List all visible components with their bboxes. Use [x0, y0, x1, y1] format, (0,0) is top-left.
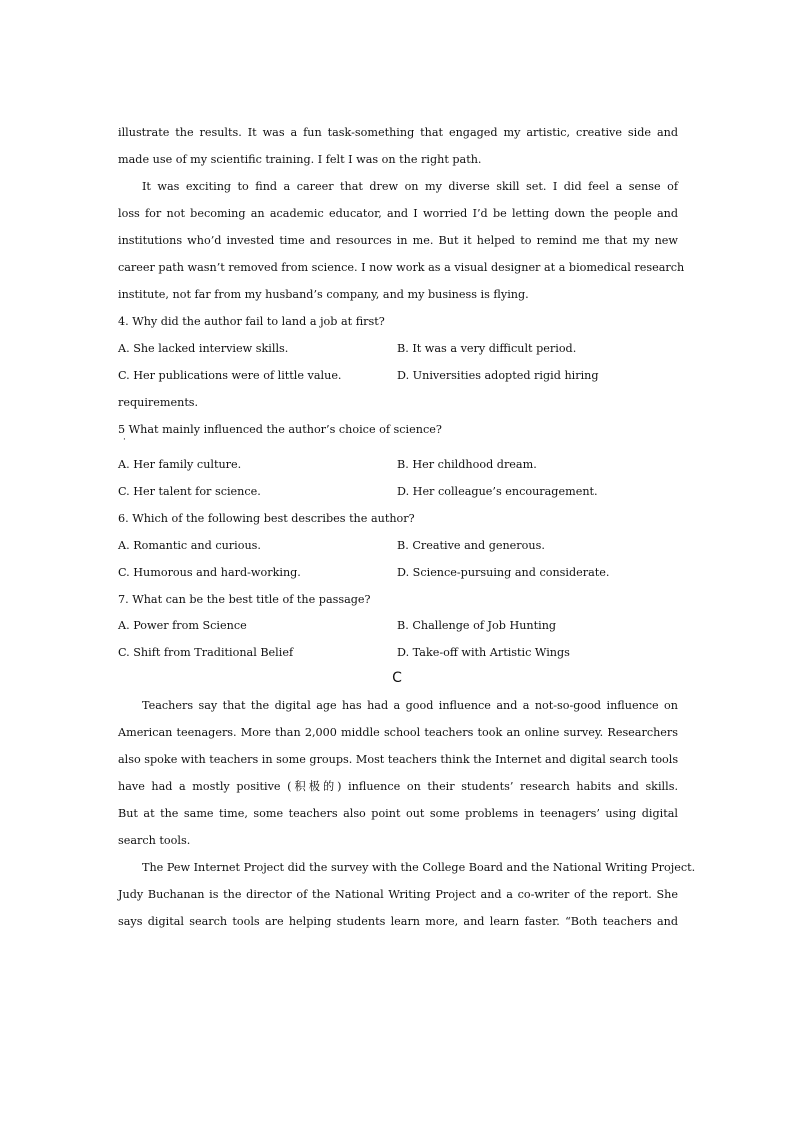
question-stem: 6. Which of the following best describes the author? [118, 512, 415, 525]
option-b: B. Her childhood dream. [397, 458, 537, 471]
passage-line: have had a mostly positive (积极的) influence on their students’ research habits and skills. [118, 780, 678, 793]
option-c: C. Her publications were of little value. [118, 369, 342, 382]
passage-line: loss for not becoming an academic educator, and I worried I’d be letting down the people and [118, 207, 678, 220]
passage-line: American teenagers. More than 2,000 middle school teachers took an online survey. Researchers [118, 726, 678, 739]
passage-line: institute, not far from my husband’s company, and my business is flying. [118, 288, 529, 301]
option-d-continuation: requirements. [118, 396, 199, 409]
passage-line: says digital search tools are helping students learn more, and learn faster. “Both teachers and [118, 915, 678, 928]
option-d: D. Her colleague’s encouragement. [397, 485, 598, 498]
option-a: A. Her family culture. [118, 458, 242, 471]
option-a: A. She lacked interview skills. [118, 342, 289, 355]
passage-line: Teachers say that the digital age has had a good influence and a not-so-good influence on [142, 699, 678, 712]
option-a: A. Power from Science [118, 619, 247, 632]
option-c: C. Her talent for science. [118, 485, 261, 498]
option-d: D. Universities adopted rigid hiring [397, 369, 599, 382]
option-b: B. Challenge of Job Hunting [397, 619, 557, 632]
option-c: C. Shift from Traditional Belief [118, 646, 294, 659]
passage-line: career path wasn’t removed from science. I now work as a visual designer at a biomedical research [118, 261, 685, 274]
question-stem: 7. What can be the best title of the passage? [118, 593, 371, 606]
passage-line: The Pew Internet Project did the survey with the College Board and the National Writing Project. [142, 861, 696, 874]
option-c: C. Humorous and hard-working. [118, 566, 301, 579]
passage-line: also spoke with teachers in some groups. Most teachers think the Internet and digital search tools [118, 753, 679, 766]
option-d: D. Take-off with Artistic Wings [397, 646, 570, 659]
passage-line: search tools. [118, 834, 191, 847]
passage-line: Judy Buchanan is the director of the National Writing Project and a co-writer of the report. She [118, 888, 678, 901]
passage-line: illustrate the results. It was a fun task-something that engaged my artistic, creative side and [118, 126, 678, 139]
option-b: B. Creative and generous. [397, 539, 545, 552]
question-stem: 4. Why did the author fail to land a job at first? [118, 315, 385, 328]
option-a: A. Romantic and curious. [118, 539, 261, 552]
passage-line: made use of my scientific training. I felt I was on the right path. [118, 153, 482, 166]
passage-line: But at the same time, some teachers also point out some problems in teenagers’ using digital [118, 807, 678, 820]
option-d: D. Science-pursuing and considerate. [397, 566, 610, 579]
stray-mark: · [123, 435, 126, 445]
option-b: B. It was a very difficult period. [397, 342, 577, 355]
question-stem: 5 What mainly influenced the author’s choice of science? [118, 423, 442, 436]
section-heading: C [392, 670, 402, 686]
passage-line: institutions who’d invested time and resources in me. But it helped to remind me that my new [118, 234, 678, 247]
passage-line: It was exciting to find a career that drew on my diverse skill set. I did feel a sense of [142, 180, 678, 193]
